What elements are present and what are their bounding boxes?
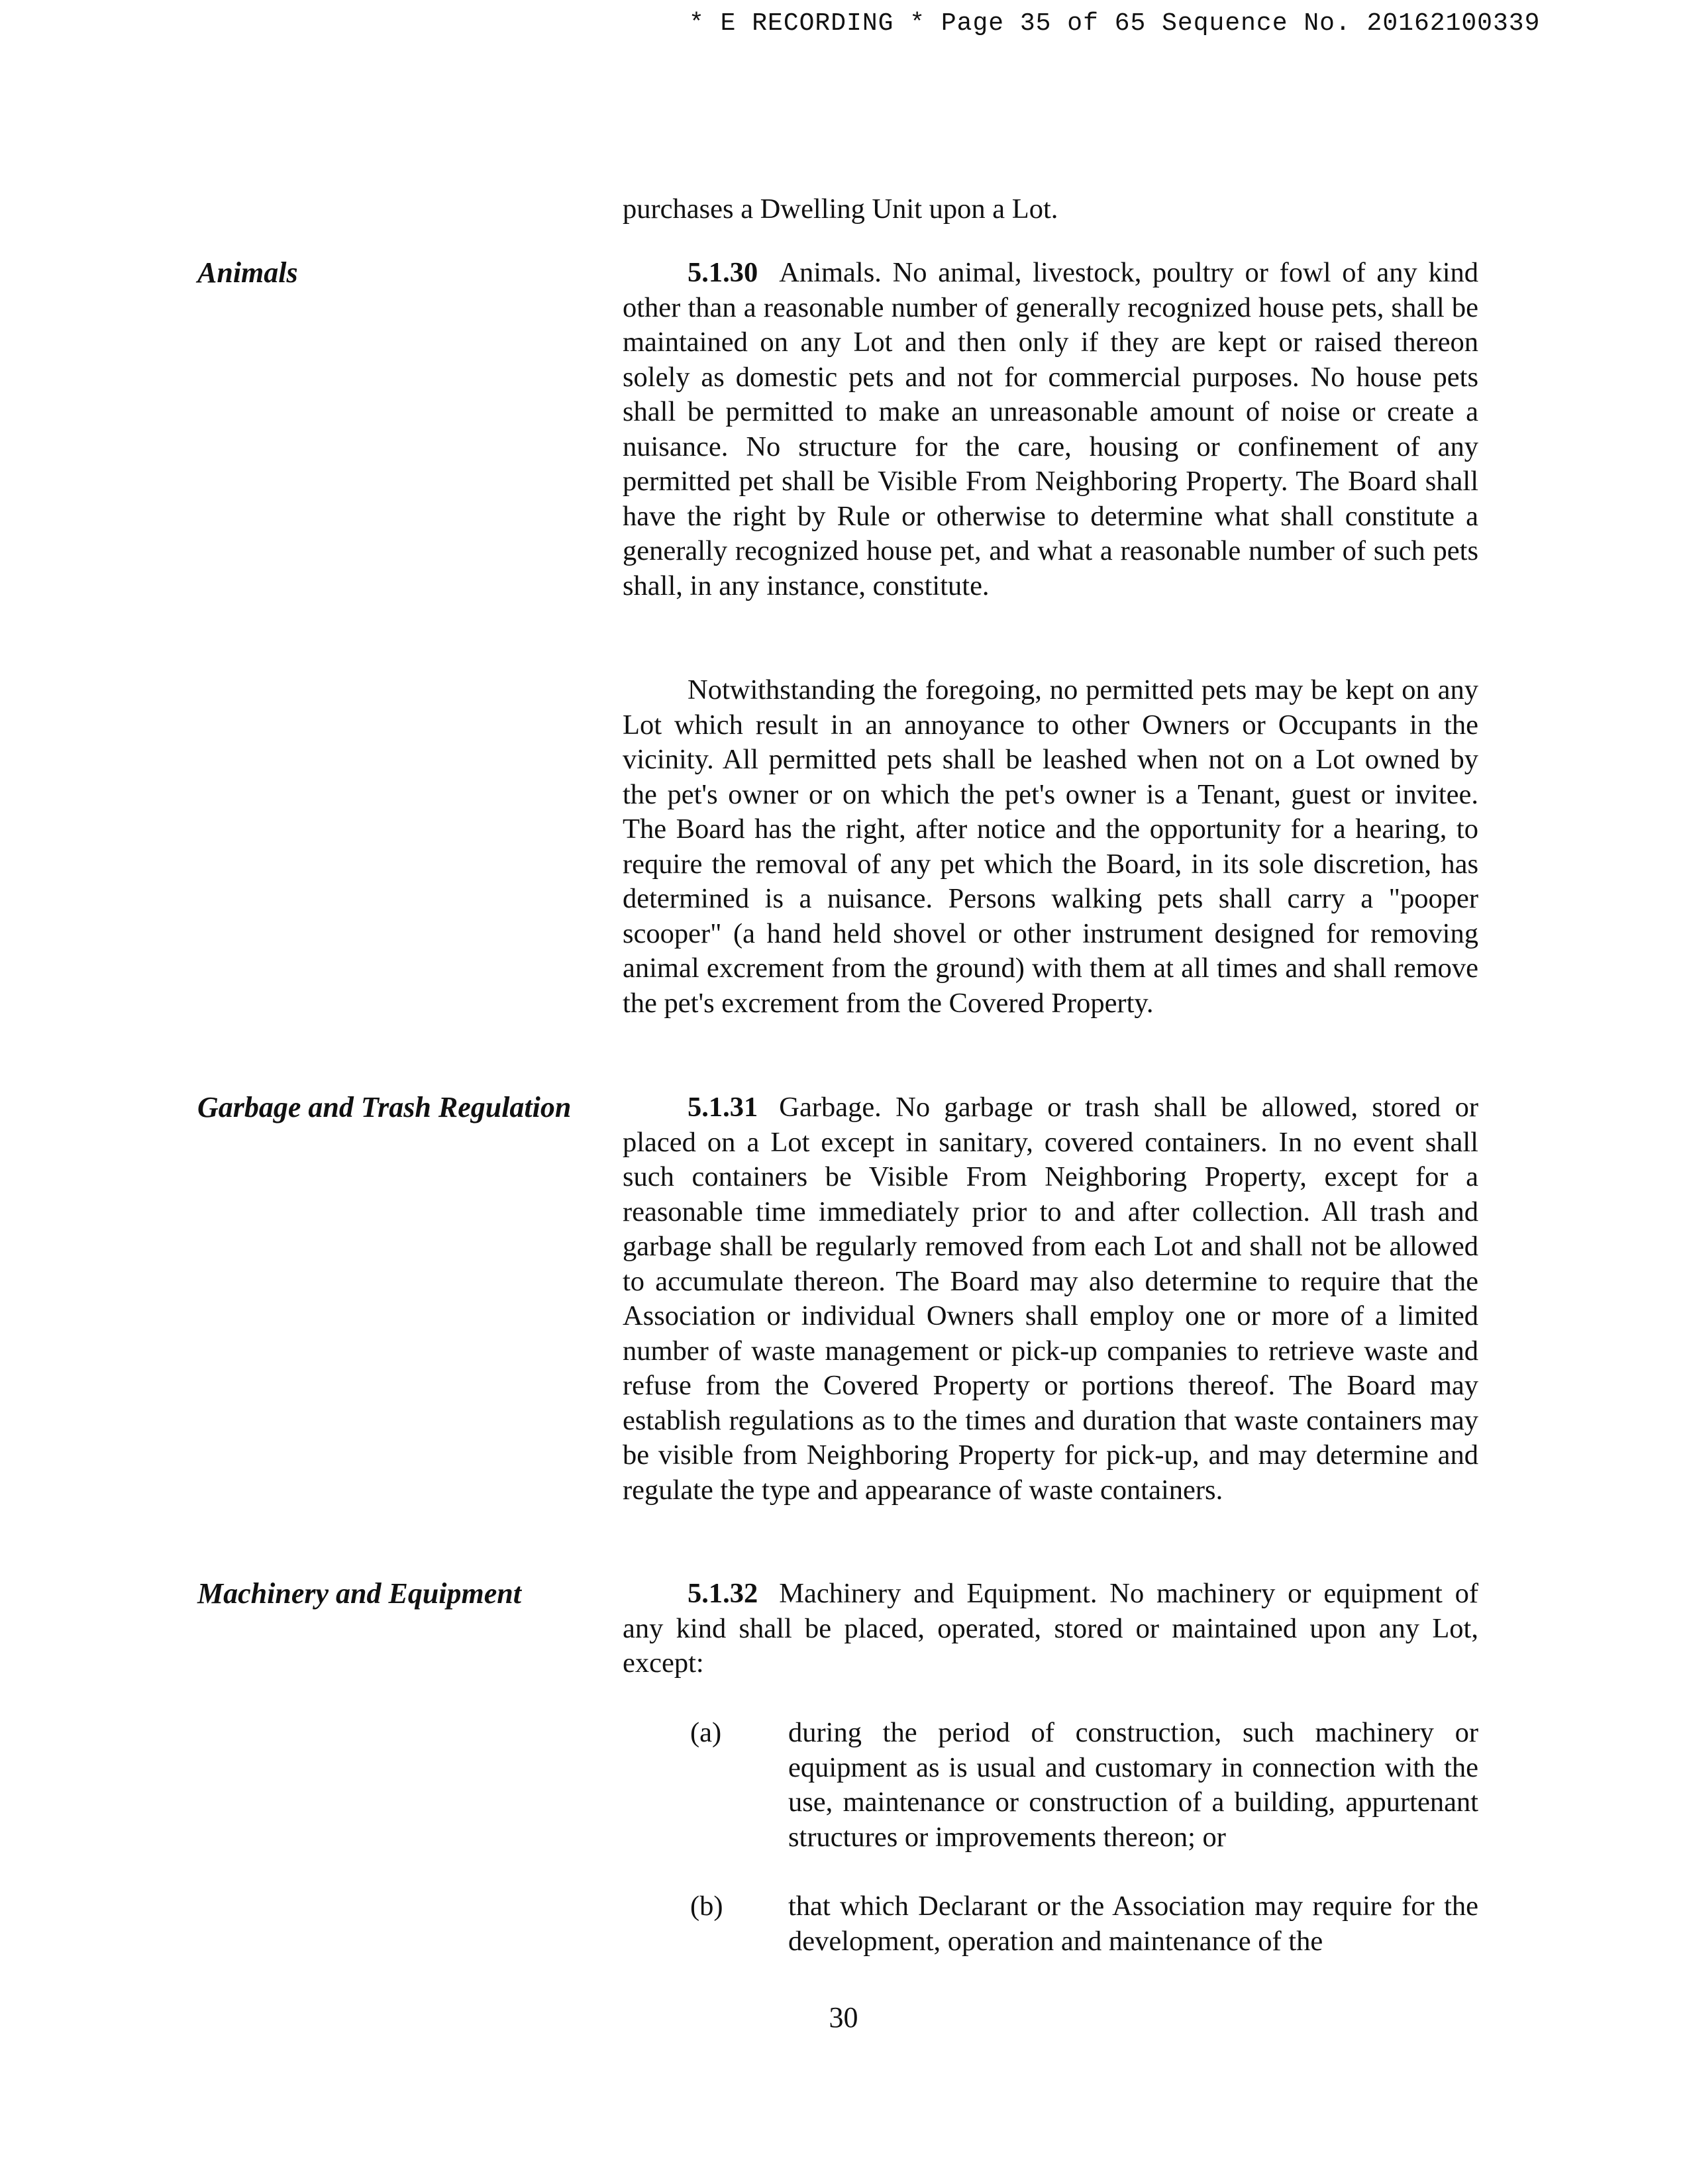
- recording-header: * E RECORDING * Page 35 of 65 Sequence No. 20162100339: [689, 9, 1541, 38]
- section-number: 5.1.31: [688, 1092, 758, 1123]
- section-body: Animals. No animal, livestock, poultry or fowl of any kind other than a reasonable number of generally recognized house pets, shall be maintained on any Lot and then only if they are kept or raised thereon solely as domestic pets and not for commercial purposes. No house pets shall be permitted to make an unreasonable amount of noise or create a nuisance. No structure for the care, housing or confinement of any permitted pet shall be Visible From Neighboring Property. The Board shall have the right by Rule or otherwise to determine what shall constitute a generally recognized house pet, and what a reasonable number of such pets shall, in any instance, constitute.: [623, 257, 1478, 601]
- list-item-label-a: (a): [690, 1717, 722, 1748]
- section-5-1-30: [623, 256, 1478, 603]
- section-5-1-32: [623, 1577, 1478, 1681]
- margin-heading-machinery: Machinery and Equipment: [197, 1577, 521, 1610]
- list-item-label-b: (b): [690, 1891, 723, 1922]
- continuation-text: purchases a Dwelling Unit upon a Lot.: [623, 193, 1058, 225]
- page-number: 30: [829, 2001, 858, 2034]
- section-body: Machinery and Equipment. No machinery or equipment of any kind shall be placed, operated, stored or maintained upon any Lot, except:: [623, 1578, 1478, 1679]
- list-item-text-b: that which Declarant or the Association may require for the development, operation and maintenance of the: [788, 1891, 1478, 1957]
- list-item-text-a: during the period of construction, such machinery or equipment as is usual and customary in connection with the use, maintenance or construction of a building, appurtenant structures or improvements thereon; or: [788, 1717, 1478, 1853]
- section-number: 5.1.30: [688, 257, 758, 288]
- margin-heading-garbage: Garbage and Trash Regulation: [197, 1091, 572, 1123]
- section-5-1-30-paragraph-2: Notwithstanding the foregoing, no permitted pets may be kept on any Lot which result in an annoyance to other Owners or Occupants in the vicinity. All permitted pets shall be leashed when not on a Lot owned by the pet's owner or on which the pet's owner is a Tenant, guest or invitee. The Board has the right, after notice and the opportunity for a hearing, to require the removal of any pet which the Board, in its sole discretion, has determined is a nuisance. Persons walking pets shall carry a "pooper scooper" (a hand held shovel or other instrument designed for removing animal excrement from the ground) with them at all times and shall remove the pet's excrement from the Covered Property.: [623, 674, 1478, 1019]
- section-number: 5.1.32: [688, 1578, 758, 1609]
- margin-heading-animals: Animals: [197, 256, 298, 289]
- section-body: Garbage. No garbage or trash shall be allowed, stored or placed on a Lot except in sanitary, covered containers. In no event shall such containers be Visible From Neighboring Property, except for a reasonable time immediately prior to and after collection. All trash and garbage shall be regularly removed from each Lot and shall not be allowed to accumulate thereon. The Board may also determine to require that the Association or individual Owners shall employ one or more of a limited number of waste management or pick-up companies to retrieve waste and refuse from the Covered Property or portions thereof. The Board may establish regulations as to the times and duration that waste containers may be visible from Neighboring Property for pick-up, and may determine and regulate the type and appearance of waste containers.: [623, 1092, 1478, 1506]
- section-5-1-31: [623, 1090, 1478, 1508]
